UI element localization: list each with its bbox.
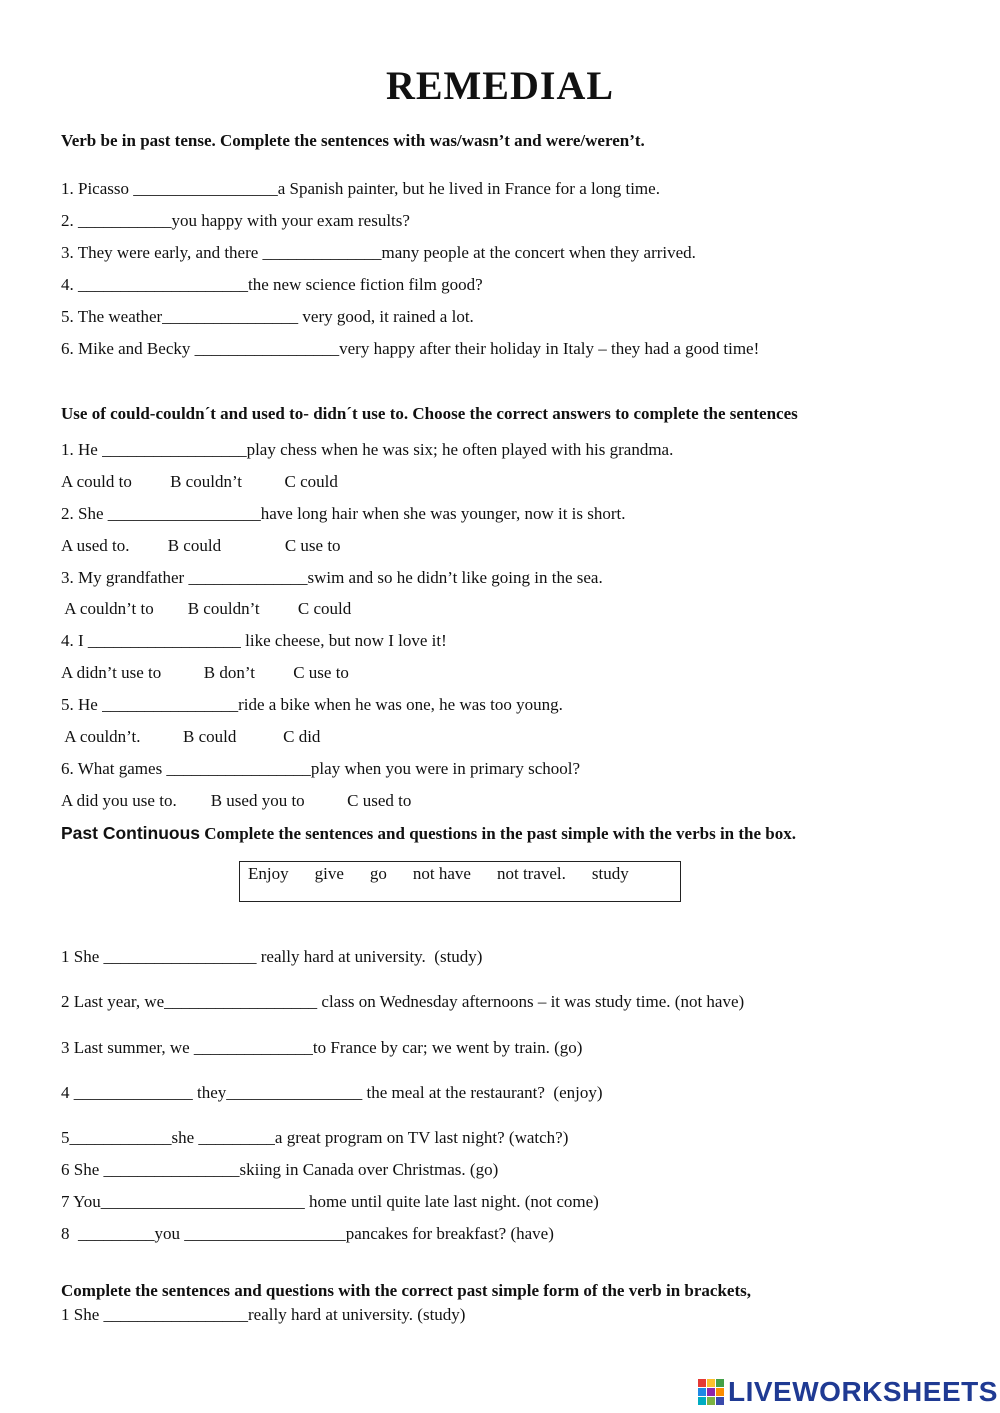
section2-item: 6. What games _________________play when you were in primary school?: [61, 759, 581, 778]
section2-options: A didn’t use to B don’t C use to: [61, 663, 349, 682]
section3-item: 6 She ________________skiing in Canada over Christmas. (go): [61, 1160, 499, 1179]
section1-item: 1. Picasso _________________a Spanish painter, but he lived in France for a long time.: [61, 179, 660, 198]
logo-cell: [698, 1397, 706, 1405]
section3-item: 4 ______________ they________________ the meal at the restaurant? (enjoy): [61, 1083, 603, 1102]
word-box-item: Enjoy: [248, 864, 289, 883]
logo-cell: [716, 1397, 724, 1405]
word-box-item: not have: [412, 864, 471, 883]
section2-options: A did you use to. B used you to C used to: [61, 791, 412, 810]
section2-heading: Use of could-couldn´t and used to- didn´t use to. Choose the correct answers to complete the sentences: [61, 404, 798, 423]
section2-item: 1. He _________________play chess when he was six; he often played with his grandma.: [61, 440, 674, 459]
section3-heading-text: Complete the sentences and questions in the past simple with the verbs in the box.: [200, 824, 797, 843]
section1-item: 5. The weather________________ very good, it rained a lot.: [61, 307, 474, 326]
section4-heading: Complete the sentences and questions with the correct past simple form of the verb in brackets,: [61, 1281, 751, 1300]
section3-item: 7 You________________________ home until quite late last night. (not come): [61, 1192, 599, 1211]
section3-item: 2 Last year, we__________________ class on Wednesday afternoons – it was study time. (not have): [61, 992, 745, 1011]
section2-options: A could to B couldn’t C could: [61, 472, 338, 491]
section2-item: 2. She __________________have long hair when she was younger, now it is short.: [61, 504, 626, 523]
section2-item: 4. I __________________ like cheese, but now I love it!: [61, 631, 447, 650]
liveworksheets-logo[interactable]: [698, 1375, 998, 1409]
section2-item: 5. He ________________ride a bike when he was one, he was too young.: [61, 695, 563, 714]
section3-heading: [61, 823, 796, 844]
logo-text: LIVEWORKSHEETS: [728, 1376, 998, 1407]
word-box-list: [248, 864, 655, 884]
word-box-item: study: [591, 864, 629, 883]
logo-cell: [707, 1397, 715, 1405]
section2-options: A couldn’t to B couldn’t C could: [61, 599, 352, 618]
section2-options: A couldn’t. B could C did: [61, 727, 321, 746]
section4-item: 1 She _________________really hard at university. (study): [61, 1305, 466, 1324]
section1-item: 2. ___________you happy with your exam results?: [61, 211, 410, 230]
page-title: REMEDIAL: [385, 63, 615, 108]
section3-item: 5____________she _________a great program on TV last night? (watch?): [61, 1128, 569, 1147]
logo-cell: [698, 1388, 706, 1396]
section1-item: 4. ____________________the new science fiction film good?: [61, 275, 483, 294]
section1-item: 6. Mike and Becky _________________very happy after their holiday in Italy – they had a good time!: [61, 339, 760, 358]
section3-item: 8 _________you ___________________pancakes for breakfast? (have): [61, 1224, 554, 1243]
word-box-item: go: [369, 864, 387, 883]
section1-item: 3. They were early, and there ______________many people at the concert when they arrived.: [61, 243, 696, 262]
section3-item: 3 Last summer, we ______________to France by car; we went by train. (go): [61, 1038, 583, 1057]
section2-item: 3. My grandfather ______________swim and so he didn’t like going in the sea.: [61, 568, 603, 587]
logo-cell: [716, 1379, 724, 1387]
word-box-item: not travel.: [496, 864, 566, 883]
word-box: [239, 861, 681, 902]
logo-cell: [707, 1388, 715, 1396]
section3-heading-sans: Past Continuous: [61, 823, 201, 843]
logo-cell: [707, 1379, 715, 1387]
logo-cell: [698, 1379, 706, 1387]
section3-item: 1 She __________________ really hard at university. (study): [61, 947, 483, 966]
logo-cell: [716, 1388, 724, 1396]
word-box-item: give: [314, 864, 344, 883]
section1-heading: Verb be in past tense. Complete the sentences with was/wasn’t and were/weren’t.: [61, 131, 645, 150]
section2-options: A used to. B could C use to: [61, 536, 341, 555]
liveworksheets-grid-icon: [698, 1379, 724, 1405]
